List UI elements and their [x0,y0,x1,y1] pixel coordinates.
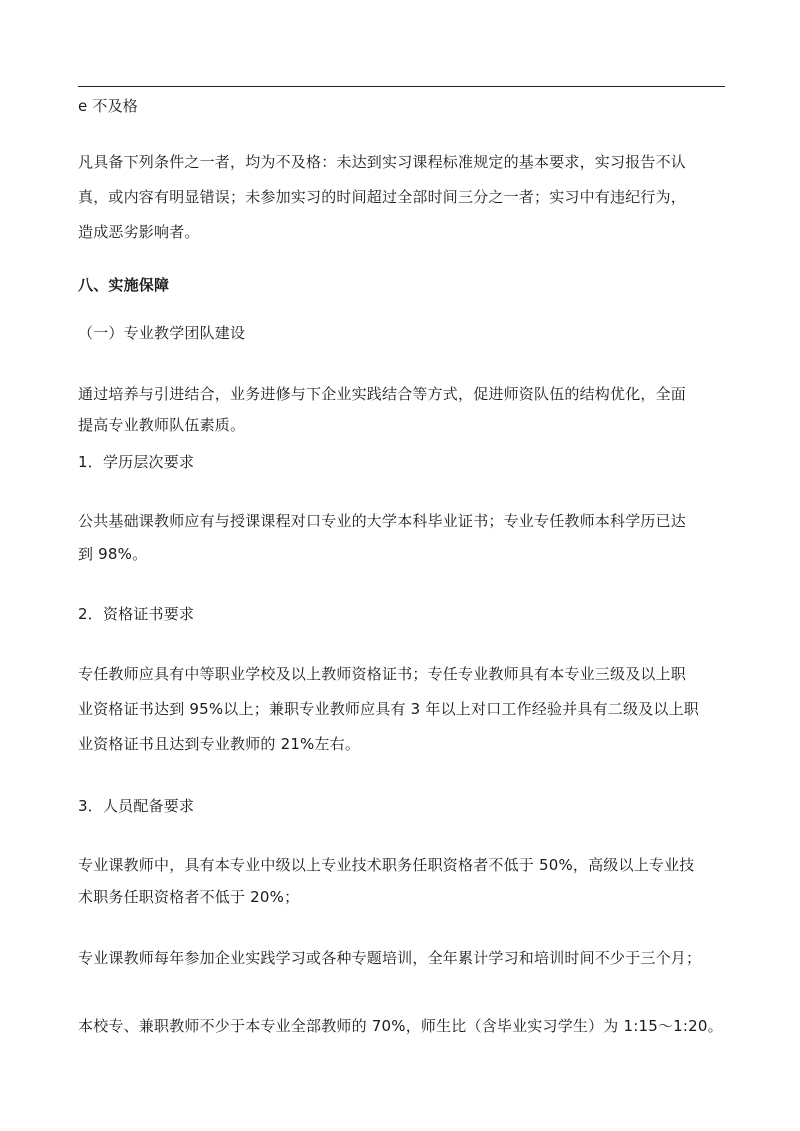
item1-line-1: 公共基础课教师应有与授课课程对口专业的大学本科毕业证书；专业专任教师本科学历已达 [78,512,687,530]
item3-para1-line-2: 术职务任职资格者不低于 20%； [78,888,300,906]
item2-line-1: 专任教师应具有中等职业学校及以上教师资格证书；专任专业教师具有本专业三级及以上职 [78,665,687,683]
grade-label: e 不及格 [78,97,138,115]
fail-paragraph-line-2: 真，或内容有明显错误；未参加实习的时间超过全部时间三分之一者；实习中有违纪行为， [78,188,687,206]
header-rule [78,86,725,87]
intro-line-1: 通过培养与引进结合，业务进修与下企业实践结合等方式，促进师资队伍的结构优化，全面 [78,385,687,403]
intro-line-2: 提高专业教师队伍素质。 [78,416,246,434]
item1-title: 1．学历层次要求 [78,453,195,471]
item3-para1-line-1: 专业课教师中，具有本专业中级以上专业技术职务任职资格者不低于 50%，高级以上专业技 [78,856,695,874]
item2-line-2: 业资格证书达到 95%以上；兼职专业教师应具有 3 年以上对口工作经验并具有二级及以上职 [78,700,699,718]
item1-line-2: 到 98%。 [78,545,148,563]
fail-paragraph-line-1: 凡具备下列条件之一者，均为不及格：未达到实习课程标准规定的基本要求，实习报告不认 [78,153,687,171]
section-heading: 八、实施保障 [78,276,170,294]
item2-line-3: 业资格证书且达到专业教师的 21%左右。 [78,735,361,753]
subsection-heading: （一）专业教学团队建设 [78,324,246,342]
item3-title: 3．人员配备要求 [78,797,195,815]
fail-paragraph-line-3: 造成恶劣影响者。 [78,223,200,241]
item3-para3: 本校专、兼职教师不少于本专业全部教师的 70%，师生比（含毕业实习学生）为 1:15～1:20。 [78,1017,723,1035]
item2-title: 2．资格证书要求 [78,605,195,623]
item3-para2: 专业课教师每年参加企业实践学习或各种专题培训，全年累计学习和培训时间不少于三个月； [78,949,702,967]
